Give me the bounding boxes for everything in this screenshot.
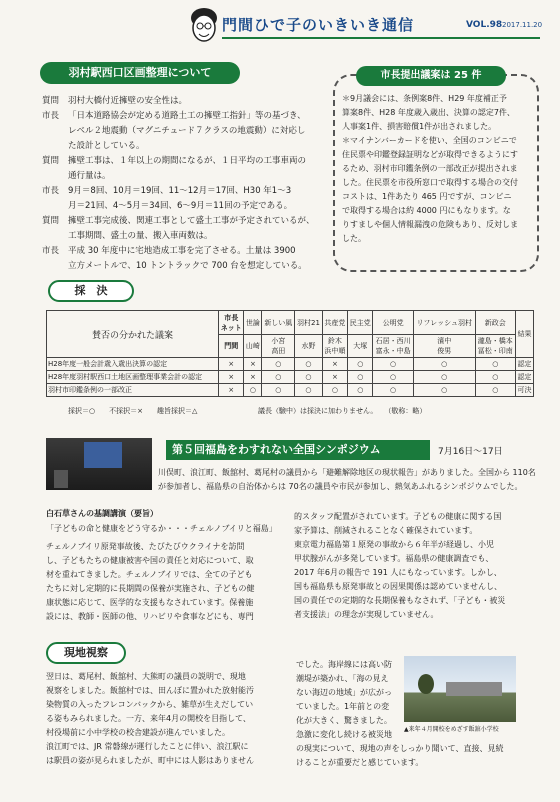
qa-text: 平成 30 年度中に宅地造成工事を完了させる。土量は 3900	[68, 246, 296, 256]
party-members: 小宮 高田	[262, 335, 295, 358]
qa-text: 9月＝8回、10月＝19回、11〜12月＝17回、H30 年1〜3	[68, 186, 292, 196]
qa-text: た設計としている。	[68, 141, 145, 151]
qa-speaker	[42, 259, 68, 274]
lecture-line: チェルノブイリ原発事故後、たびたびウクライナを訪問	[46, 542, 245, 551]
symposium-intro-line: 川俣町、浪江町、飯舘村、葛尾村の議員から「避難解除地区の現状報告」がありました。全国から 110名	[158, 468, 536, 477]
vote-mark: ○	[244, 384, 262, 397]
party-members: 大塚	[348, 335, 373, 358]
newsletter-title: 門間ひで子のいきいき通信	[222, 16, 415, 34]
symposium-intro	[158, 466, 542, 494]
mayor-bills-line: りすましや個人情報漏洩の危険もあり、反対しま	[342, 220, 518, 229]
speaker-podium	[54, 470, 68, 488]
result-header: 結果	[515, 311, 533, 358]
mayor-bills-line: 住民票や印鑑登録証明などが取得できるようにす	[342, 150, 518, 159]
section-heading-mayor-bills: 市長提出議案は 25 件	[356, 66, 506, 86]
qa-speaker	[42, 169, 68, 184]
party-members: 瀧島・橋本 冨松・印南	[475, 335, 515, 358]
mayor-bills-text	[342, 92, 536, 246]
votes-table-corner: 賛否の分かれた議案	[47, 311, 219, 358]
tree-silhouette	[418, 674, 434, 694]
party-name: 世論	[244, 311, 262, 335]
lecture-line: 国も福島県も原発事故との因果関係は認めていませんし、	[294, 582, 502, 591]
vote-mark: ○	[373, 384, 413, 397]
section-heading-symposium: 第５回福島をわすれない全国シンポジウム	[166, 440, 430, 460]
qa-text: レベル２地震動（マグニチュード７クラスの地震動）に対応し	[68, 126, 306, 136]
fieldwork-line: は駅員の姿が見られましたが、町中には人影はありません	[46, 756, 254, 765]
vote-mark: ○	[373, 358, 413, 371]
header	[0, 0, 560, 54]
lecture-line: たちに対し定期的に長期間の保養が実施され、子どもの健	[46, 584, 255, 593]
party-members: 石居・西川 富永・中島	[373, 335, 413, 358]
lecture-line: 2017 年6月の報告で 191 人にもなっています。しかし、	[294, 568, 502, 577]
mayor-bills-line: ＊マイナンバーカードを使い、全国のコンビニで	[342, 136, 517, 145]
fieldwork-line: 村役場前に小中学校の校舎建設が進んでいました。	[46, 728, 230, 737]
vote-mark: ○	[348, 371, 373, 384]
votes-table-wrap	[46, 310, 534, 397]
lecture-line: 国の責任での定期的な長期保養もなされず、「子ども・被災	[294, 596, 506, 605]
vote-mark: ○	[262, 358, 295, 371]
qa-line	[42, 259, 332, 274]
party-name: 市長 ネット	[219, 311, 244, 335]
mayor-bills-line: した。住民票を市役所窓口で取得する場合の交付	[342, 178, 518, 187]
qa-line	[42, 109, 332, 124]
lecture-line: 康状態に応じて、医学的な支援もなされています。保養施	[46, 598, 254, 607]
votes-note: 議長（驗中）は採決に加わりません。 （敬称：略）	[258, 407, 427, 415]
qa-speaker	[42, 229, 68, 244]
vote-mark: ○	[413, 358, 475, 371]
vote-mark: ×	[322, 358, 347, 371]
bill-name: H28年度一般会計歳入歳出決算の認定	[47, 358, 219, 371]
vote-row	[47, 358, 534, 371]
qa-text: 工事期間、盛土の量、搬入車両数は。	[68, 231, 213, 241]
qa-text: 擁壁工事は、１年以上の期間になるが、１日平均の工事車両の	[68, 156, 307, 166]
vote-mark: ○	[295, 371, 322, 384]
vote-mark: ○	[295, 358, 322, 371]
author-caricature-icon	[188, 6, 220, 48]
section-heading-votes: 採 決	[48, 280, 134, 302]
fieldwork-line: ていました。1年前との変	[296, 702, 390, 711]
vote-mark: ○	[322, 384, 347, 397]
qa-speaker: 市長	[42, 246, 60, 256]
qa-line	[42, 94, 332, 109]
fieldwork-line: 染物質の入ったフレコンバックから、雑草が生えだしてい	[46, 700, 254, 709]
section-heading-west-exit: 羽村駅西口区画整理について	[40, 62, 240, 84]
vote-mark: ○	[348, 384, 373, 397]
qa-speaker: 市長	[42, 111, 60, 121]
lecture-line: 甲状腺がんが多発しています。福島県の健康調査でも、	[294, 554, 494, 563]
lecture-line: 家予算は、削減されることなく確保されています。	[294, 526, 478, 535]
west-exit-qa	[42, 94, 332, 274]
vote-mark: ○	[262, 371, 295, 384]
vote-mark: ○	[413, 371, 475, 384]
bill-name: 羽村市印鑑条例の一部改正	[47, 384, 219, 397]
fieldwork-line: 翌日は、葛尾村、飯舘村、大熊町の議員の説明で、現地	[46, 672, 246, 681]
party-name: 民主党	[348, 311, 373, 335]
header-rule	[222, 37, 540, 39]
school-photo	[404, 656, 516, 722]
vote-mark: ×	[219, 371, 244, 384]
lecture-subtitle: 「子どもの命と健康をどう守るか・・・チェルノブイリと福島」	[46, 524, 277, 533]
vote-result: 認定	[515, 371, 533, 384]
party-name: リフレッシュ羽村	[413, 311, 475, 335]
party-name: 新政会	[475, 311, 515, 335]
vote-mark: ×	[244, 371, 262, 384]
vote-mark: ×	[322, 371, 347, 384]
mayor-bills-line: ＊9月議会には、条例案8件、H29 年度補正予	[342, 94, 507, 103]
lecture-line: 材を重ねてきました。チェルノブイリでは、全ての子ども	[46, 570, 253, 579]
party-members: 山崎	[244, 335, 262, 358]
lecture-line: し、子どもたちの健康被害や国の責任と対応について、取	[46, 556, 254, 565]
vote-mark: ○	[373, 371, 413, 384]
qa-text: 羽村大橋付近擁壁の安全性は。	[68, 96, 188, 106]
mayor-bills-line: 算案8件、H28 年度歳入歳出、決算の認定7件、	[342, 108, 515, 117]
qa-line	[42, 169, 332, 184]
vote-row	[47, 371, 534, 384]
section-heading-fieldwork: 現地視察	[46, 642, 126, 664]
bill-name: H28年度羽村駅西口土地区画整理事業会計の認定	[47, 371, 219, 384]
lecture-title: 白石草さんの基調講演（要旨）	[46, 509, 158, 518]
vote-mark: ○	[413, 384, 475, 397]
qa-line	[42, 214, 332, 229]
party-name: 新しい風	[262, 311, 295, 335]
qa-text: 「日本道路協会が定める道路土工の擁壁工指針」等の基づき、	[68, 111, 306, 121]
vote-mark: ○	[295, 384, 322, 397]
qa-line	[42, 229, 332, 244]
qa-line	[42, 154, 332, 169]
mayor-bills-line: で取得する場合は約 4000 円にもなります。な	[342, 206, 511, 215]
vote-mark: ○	[262, 384, 295, 397]
fieldwork-line: る姿もみられました。一方、来年4月の開校を目指して、	[46, 714, 251, 723]
projection-screen	[84, 442, 122, 468]
mayor-bills-line: した。	[342, 234, 366, 243]
party-members: 濱中 俊男	[413, 335, 475, 358]
votes-legend: 採択＝○ 不採択＝× 趣旨採択＝△	[68, 407, 198, 415]
qa-line	[42, 139, 332, 154]
mayor-bills-line: 人事案1件、損害賠償1件が出されました。	[342, 122, 497, 131]
school-photo-caption: ▲来年４月開校をめざす飯舘小学校	[404, 726, 499, 733]
fieldwork-line: 視察をしました。飯舘村では、田んぼに置かれた放射能汚	[46, 686, 254, 695]
lecture-body-left	[46, 540, 288, 624]
qa-speaker: 市長	[42, 186, 60, 196]
symposium-dates: 7月16日〜17日	[438, 447, 503, 457]
qa-line	[42, 244, 332, 259]
qa-text: 擁壁工事完成後、関連工事として盛土工事が予定されているが、	[68, 216, 315, 226]
qa-speaker	[42, 124, 68, 139]
fieldwork-line: 化が大きく、驚きました。	[296, 716, 392, 725]
vote-mark: ○	[475, 371, 515, 384]
party-members: 鈴木 浜中順	[322, 335, 347, 358]
qa-text: 月＝21回、4〜5月＝34回、6〜9月＝11回の予定である。	[68, 201, 293, 211]
vote-mark: ○	[475, 358, 515, 371]
qa-speaker: 質問	[42, 156, 60, 166]
qa-speaker: 質問	[42, 216, 60, 226]
mayor-bills-line: るため、羽村市印鑑条例の一部改正が提出されま	[342, 164, 518, 173]
qa-line	[42, 124, 332, 139]
symposium-intro-line: が参加者し、福島県の自治体からは 70名の議員や市民が参加し、熱気あふれるシンポジウムでした。	[158, 482, 523, 491]
qa-text: 通行量は。	[68, 171, 111, 181]
qa-speaker	[42, 139, 68, 154]
party-members: 水野	[295, 335, 322, 358]
lecture-line: 設には、教師・医師の他、リハビリや食事などにも、専門	[46, 612, 254, 621]
vote-mark: ×	[244, 358, 262, 371]
mayor-bills-line: コストは、1件あたり 465 円ですが、コンビニ	[342, 192, 512, 201]
fieldwork-body-left	[46, 670, 292, 768]
vote-result: 認定	[515, 358, 533, 371]
fieldwork-line: 急激に変化し続ける被災地	[296, 730, 392, 739]
party-name: 共産党	[322, 311, 347, 335]
fieldwork-line: けることが重要だと感じています。	[296, 758, 424, 767]
party-name: 羽村21	[295, 311, 322, 335]
vote-result: 可決	[515, 384, 533, 397]
qa-text: 立方メートルで、10 トントラックで 700 台を想定している。	[68, 261, 307, 271]
lecture-line: 的スタッフ配置がされています。子どもの健康に関する国	[294, 512, 502, 521]
votes-table	[46, 310, 534, 397]
lecture-body-right	[294, 510, 540, 622]
fieldwork-line: の現実について、現地の声をしっかり聞いて、直接、見続	[296, 744, 504, 753]
symposium-photo	[46, 438, 152, 490]
qa-line	[42, 184, 332, 199]
lecture-line: 者支援法」の理念が実現していません。	[294, 610, 439, 619]
issue-date: 2017.11.20	[502, 21, 543, 29]
fieldwork-line: 潮堤が築かれ、「海の見え	[296, 674, 389, 683]
vote-mark: ○	[348, 358, 373, 371]
vote-mark: ×	[219, 358, 244, 371]
fieldwork-line: 浪江町では、JR 常磐線が運行したことに伴い、浪江駅に	[46, 742, 249, 751]
qa-speaker	[42, 199, 68, 214]
qa-line	[42, 199, 332, 214]
qa-speaker: 質問	[42, 96, 60, 106]
lecture-line: 東京電力福島第１原発の事故から６年半が経過し、小児	[294, 540, 494, 549]
fieldwork-line: ない海辺の地域」が広がっ	[296, 688, 392, 697]
fieldwork-line: でした。海岸線には高い防	[296, 660, 392, 669]
vote-row	[47, 384, 534, 397]
volume-number: VOL.98	[466, 20, 503, 30]
vote-mark: ×	[219, 384, 244, 397]
vote-mark: ○	[475, 384, 515, 397]
party-members: 門間	[219, 335, 244, 358]
building-silhouette	[446, 682, 502, 696]
party-name: 公明党	[373, 311, 413, 335]
